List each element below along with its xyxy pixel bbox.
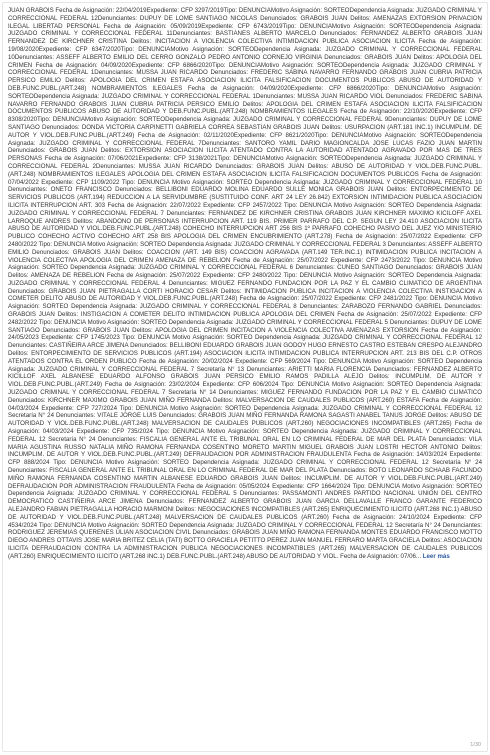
case-list-body: JUAN GRABOIS Fecha de Asignación: 22/04/2019Expediente: CFP 3297/2019Tipo: DENUNCIAMotivo Asignación: SORTEODependencia Asignada: JUZGADO CRIMINAL Y CORRECCIONAL FEDERAL 12Denunciantes: DUPUY DE LOME SANTIAGO NICOLAS Denunciados: GRABOIS JUAN Delitos: AMENAZAS EXTORSION PRIVACION ILEGAL LIBERTAD PERSONAL Fecha de Asignación: 05/09/2019Expediente: CFP 6743/2019Tipo: DENUNCIAMotivo Asignación: SORTEODependencia Asignada: JUZGADO CRIMINAL Y CORRECCIONAL FEDERAL 11Denunciantes: BASTIANES ALBERTO MARCELO Denunciados: FERNANDEZ ALBERTO GRABOIS JUAN FERNANDEZ DE KIRCHNER CRISTINA Delitos: INCITACION A VIOLENCIA COLECTIVA INTIMIDACION PUBLICA ASOCIACION ILICITA Fecha de Asignación: 19/08/2020Expediente: CFP 6347/2020Tipo: DENUNCIAMotivo Asignación: SORTEODependencia Asignada: JUZGADO CRIMINAL Y CORRECCIONAL FEDERAL 10Denunciantes: ASSEFF ALBERTO EMILIO DEL CERRO GONZALO PEDRO ANTONIO CORNEJO VIRGINIA Denunciados: GRABOIS JUAN Delitos: APOLOGIA DEL CRIMEN Fecha de Asignación: 04/09/2020Expediente: CFP 6866/2020Tipo: DENUNCIAMotivo Asignación: SORTEODependencia Asignada: JUZGADO CRIMINAL Y CORRECCIONAL FEDERAL 1Denunciantes: MUSSA JUAN RICARDO Denunciados: FREDERIC SABINA NAVARRO FERNANDO GRABOIS JUAN CUBRIA PATRICIA PERSICO EMILIO Delitos: APOLOGIA DEL CRIMEN ESTAFA ASOCIACION ILICITA FALSIFICACION DOCUMENTOS PUBLICOS ABUSO DE AUTORIDAD Y DEB.FUNC.PUBL.(ART.248) NOMBRAMIENTOS ILEGALES Fecha de Asignación: 04/09/2020Expediente: CFP 6866/2020Tipo: DENUNCIAMotivo Asignación: SORTEODependencia Asignada: JUZGADO CRIMINAL Y CORRECCIONAL FEDERAL 1Denunciantes: MUSSA JUAN RICARDO VIOL Denunciados: FREDERIC SABINA NAVARRO FERNANDO GRABOIS JUAN CUBRIA PATRICIA PERSICO EMILIO Delitos: APOLOGIA DEL CRIMEN ESTAFA ASOCIACION ILICITA FALSIFICACION DOCUMENTOS PUBLICOS ABUSO DE AUTORIDAD Y DEB.FUNC.PUBL.(ART.248) NOMBRAMIENTOS ILEGALES Fecha de Asignación: 22/10/2020Expediente: CFP 8308/2020Tipo: DENUNCIAMotivo Asignación: SORTEODependencia Asignada: JUZGADO CRIMINAL Y CORRECCIONAL FEDERAL 9Denunciantes: DUPUY DE LOME SANTIAGO Denunciados: DONDA VICTORIA CARPINETTI GABRIELA CORREA SEBASTIAN GRABOIS JUAN Delitos: USURPACION (ART.181 INC.1) INCUMPLIM. DE AUTOR Y VIOL.DEB.FUNC.PUBL.(ART.249) Fecha de Asignación: 02/11/2020Expediente: CFP 8621/2020Tipo: DENUNCIAMotivo Asignación: SORTEODependencia Asignada: JUZGADO CRIMINAL Y CORRECCIONAL FEDERAL 7Denunciantes: SANTORO YAMIL DARIO MAGIONCALDA JOSE LUCAS FAZIO JUAN MARTIN Denunciados: GRABOIS JUAN Delitos: EXTORSION ASOCIACION ILICITA ATENTADO CONTRA LA AUTORIDAD ATENTADO AGRAVADO POR MAS DE TRES PERSONAS Fecha de Asignación: 07/06/2021Expediente: CFP 3138/2021Tipo: DENUNCIAMotivo Asignación: SORTEODependencia Asignada: JUZGADO CRIMINAL Y CORRECCIONAL FEDERAL 2Denunciantes: MUSSA JUAN RICARDO Denunciados: GRABOIS JUAN Delitos: ABUSO DE AUTORIDAD Y VIOL.DEB.FUNC.PUBL.(ART.248) NOMBRAMIENTOS ILEGALES APOLOGIA DEL CRIMEN ESTAFA ASOCIACION ILICITA FALSIFICACION DOCUMENTOS PUBLICOS Fecha de Asignación: 07/04/2022 Expediente: CFP 1109/2022 Tipo: DENUNCIA Motivo Asignación: SORTEO Dependencia Asignada: JUZGADO CRIMINAL Y CORRECCIONAL FEDERAL 10 Denunciantes: ONETO FRANCISCO Denunciados: BELLIBONI EDUARDO MOLINA EDUARDO SULLE MONICA GRABOIS JUAN Delitos: ENTORPECIMIENTO DE SERVICIOS PUBLICOS (ART.194) REDUCCION A LA SERVIDUMBRE (SUSTITUIDO CONF. ART 24 LEY 26.842) EXTORSION INTIMIDACION PUBLICA ASOCIACION ILICITA INTERRUPCION ART. 303 Fecha de Asignación: 22/07/2022 Expediente: CFP 2457/2022 Tipo: DENUNCIA Motivo Asignación: SORTEO Dependencia Asignada: JUZGADO CRIMINAL Y CORRECCIONAL FEDERAL 7 Denunciantes: FERNANDEZ DE KIRCHNER CRISTINA GRABOIS JUAN KIRCHNER MAXIMO KICILOFF AXEL LARROQUE ANDRES Delitos: ABANDONO DE PERSONAS INTERRUPCION ART. 119 BIS. PRIMER PARRAFO DEL C.P. SEGUN LEY 24.410 ASOCIACION ILICITA ABUSO DE AUTORIDAD Y VIOL.DEB.FUNC.PUBL.(ART.248) COHECHO INTERRUPCION ART 256 BIS 1º PARRAFO COHECHO PASIVO DEL JUEZ Y/O MINISTERIO PUBLICO COHECHO ACTIVO COHECHO ART 258 BIS APOLOGIA DEL CRIMEN ENCUBRIMIENTO (ART.278) Fecha de Asignación: 25/07/2022 Expediente: CFP 2480/2022 Tipo: DENUNCIA Motivo Asignación: SORTEO Dependencia Asignada: JUZGADO CRIMINAL Y CORRECCIONAL FEDERAL 3 Denunciantes: ASSEFF ALBERTO EMILIO Denunciados: GRABOIS JUAN Delitos: COACCION (ART. 149 BIS) COACCION AGRAVADA (ART.149 TER.INC.1) INTIMIDACION PUBLICA INCITACION A VIOLENCIA COLECTIVA APOLOGIA DEL CRIMEN AMENAZA DE REBELION Fecha de Asignación: 25/07/2022 Expediente: CFP 2473/2022 Tipo: DENUNCIA Motivo Asignación: SORTEO Dependencia Asignada: JUZGADO CRIMINAL Y CORRECCIONAL FEDERAL 6 Denunciantes: CUNEO SANTIAGO Denunciados: GRABOIS JUAN Delitos: AMENAZA DE REBELION Fecha de Asignación: 25/07/2022 Expediente: CFP 2480/2022 Tipo: DENUNCIA Motivo Asignación: SORTEO Dependencia Asignada: JUZGADO CRIMINAL Y CORRECCIONAL FEDERAL 4 Denunciantes: MIGUEZ FERNANDO FUNDACION POR LA PAZ Y EL CAMBIO CLIMATICO DE ARGENTINA Denunciados: GRABOIS JUAN PIETRAGALLA CORTI HORACIO CESAR Delitos: INTIMIDACION PUBLICA INCITACION A VIOLENCIA COLECTIVA INSTIGACION A COMETER DELITO ABUSO DE AUTORIDAD Y VIOL.DEB.FUNC.PUBL.(ART.248) Fecha de Asignación: 25/07/2022 Expediente: CFP 2481/2022 Tipo: DENUNCIA Motivo Asignación: SORTEO Dependencia Asignada: JUZGADO CRIMINAL Y CORRECCIONAL FEDERAL 8 Denunciantes: ZARABOZO FERNANDO GABRIEL Denunciados: GRABOIS JUAN Delitos: INSTIGACION A COMETER DELITO INTIMIDACION PUBLICA APOLOGIA DEL CRIMEN Fecha de Asignación: 25/07/2022 Expediente: CFP 2482/2022 Tipo: DENUNCIA Motivo Asignación: SORTEO Dependencia Asignada: JUZGADO CRIMINAL Y CORRECCIONAL FEDERAL 5 Denunciantes: DUPUY DE LOME SANTIAGO Denunciados: GRABOIS JUAN Delitos: APOLOGIA DEL CRIMEN INCITACION A VIOLENCIA COLECTIVA AMENAZAS EXTORSION Fecha de Asignación: 24/05/2023 Expediente: CFP 1745/2023 Tipo: DENUNCIA Motivo Asignación: SORTEO Dependencia Asignada: JUZGADO CRIMINAL Y CORRECCIONAL FEDERAL 12 Denunciantes: CASTIÑEIRA ARCE JIMENA Denunciados: BELLIBONI EDUARDO GRABOIS JUAN GODOY HUGO ERNESTO CASTRO ESTEBAN CRESPO ALEJANDRO Delitos: ENTORPECIMIENTO DE SERVICIOS PUBLICOS (ART.194) ASOCIACION ILICITA INTIMIDACION PUBLICA INTERRUPCION ART. 213 BIS DEL C.P. OTROS ATENTADOS CONTRA EL ORDEN PUBLICO Fecha de Asignación: 20/02/2024 Expediente: CFP 569/2024 Tipo: DENUNCIA Motivo Asignación: SORTEO Dependencia Asignada: JUZGADO CRIMINAL Y CORRECCIONAL FEDERAL 7 Secretaría N° 13 Denunciantes: ARIETTI MARIA FLORENCIA Denunciados: FERNANDEZ ALBERTO KICILLOF AXEL ALBANESE EDUARDO ALFONSO GRABOIS JUAN PERSICO EMILIO RAMOS PADILLA ALEJO Delitos: INCUMPLIM. DE AUTOR Y VIOL.DEB.FUNC.PUBL.(ART.249) Fecha de Asignación: 23/02/2024 Expediente: CFP 606/2024 Tipo: DENUNCIA Motivo Asignación: SORTEO Dependencia Asignada: JUZGADO CRIMINAL Y CORRECCIONAL FEDERAL 7 Secretaría N° 14 Denunciantes: MIGUEZ FERNANDO FUNDACION POR LA PAZ Y EL CAMBIO CLIMATICO Denunciados: KIRCHNER MAXIMO GRABOIS JUAN MIÑO FERNANDA Delitos: MALVERSACION DE CAUDALES PUBLICOS (ART.260) ESTAFA Fecha de Asignación: 04/03/2024 Expediente: CFP 727/2024 Tipo: DENUNCIA Motivo Asignación: SORTEO Dependencia Asignada: JUZGADO CRIMINAL Y CORRECCIONAL FEDERAL 12 Secretaría N° 24 Denunciantes: VITALE JORGE LUIS Denunciados: GRABOIS JUAN MIÑO FERNANDA RAMONA SAGASTI ANABEL TANUS JORGE Delitos: ABUSO DE AUTORIDAD Y VIOL.DEB.FUNC.PUBL.(ART.248) MALVERSACION DE CAUDALES PUBLICOS (ART.260) NEGOCIACIONES INCOMPATIBLES (ART.265) Fecha de Asignación: 04/03/2024 Expediente: CFP 735/2024 Tipo: DENUNCIA Motivo Asignación: SORTEO Dependencia Asignada: JUZGADO CRIMINAL Y CORRECCIONAL FEDERAL 12 Secretaría N° 24 Denunciantes: FISCALIA GENERAL ANTE EL TRIBUNAL ORAL EN LO CRIMINAL FEDERAL DE MAR DEL PLATA Denunciados: VILA MARIA AGUSTINA RUSSO NATALIA MIÑO RAMONA FERNANDA COSENTINO MORETO MARTIN MIGUEL GRABOIS JUAN LOSTRI HECTOR ANTONIO Delitos: INCUMPLIM. DE AUTOR Y VIOL.DEB.FUNC.PUBL.(ART.249) DEFRAUDACION POR ADMINISTRACION FRAUDULENTA Fecha de Asignación: 14/03/2024 Expediente: CFP 888/2024 Tipo: DENUNCIA Motivo Asignación: SORTEO Dependencia Asignada: JUZGADO CRIMINAL Y CORRECCIONAL FEDERAL 12 Secretaría N° 24 Denunciantes: FISCALIA GENERAL ANTE EL TRIBUNAL ORAL EN LO CRIMINAL FEDERAL DE MAR DEL PLATA Denunciados: BOTO LEONARDO SCHAAB FACUNDO MIÑO RAMONA FERNANDA COSENTINO MARTIN ALBANESE EDUARDO GRABOIS JUAN Delitos: INCUMPLIM. DE AUTOR Y VIOL.DEB.FUNC.PUBL.(ART.249) DEFRAUDACION POR ADMINISTRACION FRAUDULENTA Fecha de Asignación: 05/05/2024 Expediente: CFP 1664/2024 Tipo: DENUNCIA Motivo Asignación: SORTEO Dependencia Asignada: JUZGADO CRIMINAL Y CORRECCIONAL FEDERAL 5 Denunciantes: PASSAMONTI ANDRES PARTIDO NACIONAL UNION DEL CENTRO DEMOCRATICO CASTIÑEIRA ARCE JIMENA Denunciados: FERNANDEZ ALBERTO GRABOIS JUAN GARCIA DELLAVALLE FRANCO GARANTE FEDERICO ALEJANDRO FABIAN PIETRAGALLA HORACIO MARMONI Delitos: NEGOCIACIONES INCOMPATIBLES (ART.265) ENRIQUECIMIENTO ILICITO (ART.268 INC.1) ABUSO DE AUTORIDAD Y VIOL.DEB.FUNC.PUBL.(ART.248) MALVERSACION DE CAUDALES PUBLICOS (ART.260) Fecha de Asignación: 24/10/2024 Expediente: CFP 4534/2024 Tipo: DENUNCIA Motivo Asignación: SORTEO Dependencia Asignada: JUZGADO CRIMINAL Y CORRECCIONAL FEDERAL 12 Secretaría N° 24 Denunciantes: RODRIGUEZ JEREMIAS QUERENES ULIAN ASOCIACION CIVIL Denunciados: GRABOIS JUAN MIÑO RAMONA FERNANDA MONTES EDUARDO FRANCISCO MOTTO DIEGO ANDRES OTTAVIS JOSE MARIA BRITEZ CELIA (TATI) BOTTO GRACIELA PETITTO PEREZ JUAN MANUEL FERRARO MARTA GRACIELA Delitos: ASOCIACION ILICITA DEFRAUDACION CONTRA LA ADMINISTRACION PUBLICA NEGOCIACIONES INCOMPATIBLES (ART.265) MALVERSACION DE CAUDALES PUBLICOS (ART.260) ENRIQUECIMIENTO ILICITO (ART.268 INC.1) DEB.FUNC.PUBL.(ART.248) ABUSO DE AUTORIDAD Y VIOL. Fecha de Asignación: 07/06...	[8, 7, 482, 560]
read-more-link[interactable]: Leer más	[422, 552, 450, 560]
case-list-text	[8, 7, 482, 561]
document-content	[8, 7, 482, 749]
page-indicator: 1/30	[470, 742, 481, 748]
document-card	[2, 2, 488, 752]
